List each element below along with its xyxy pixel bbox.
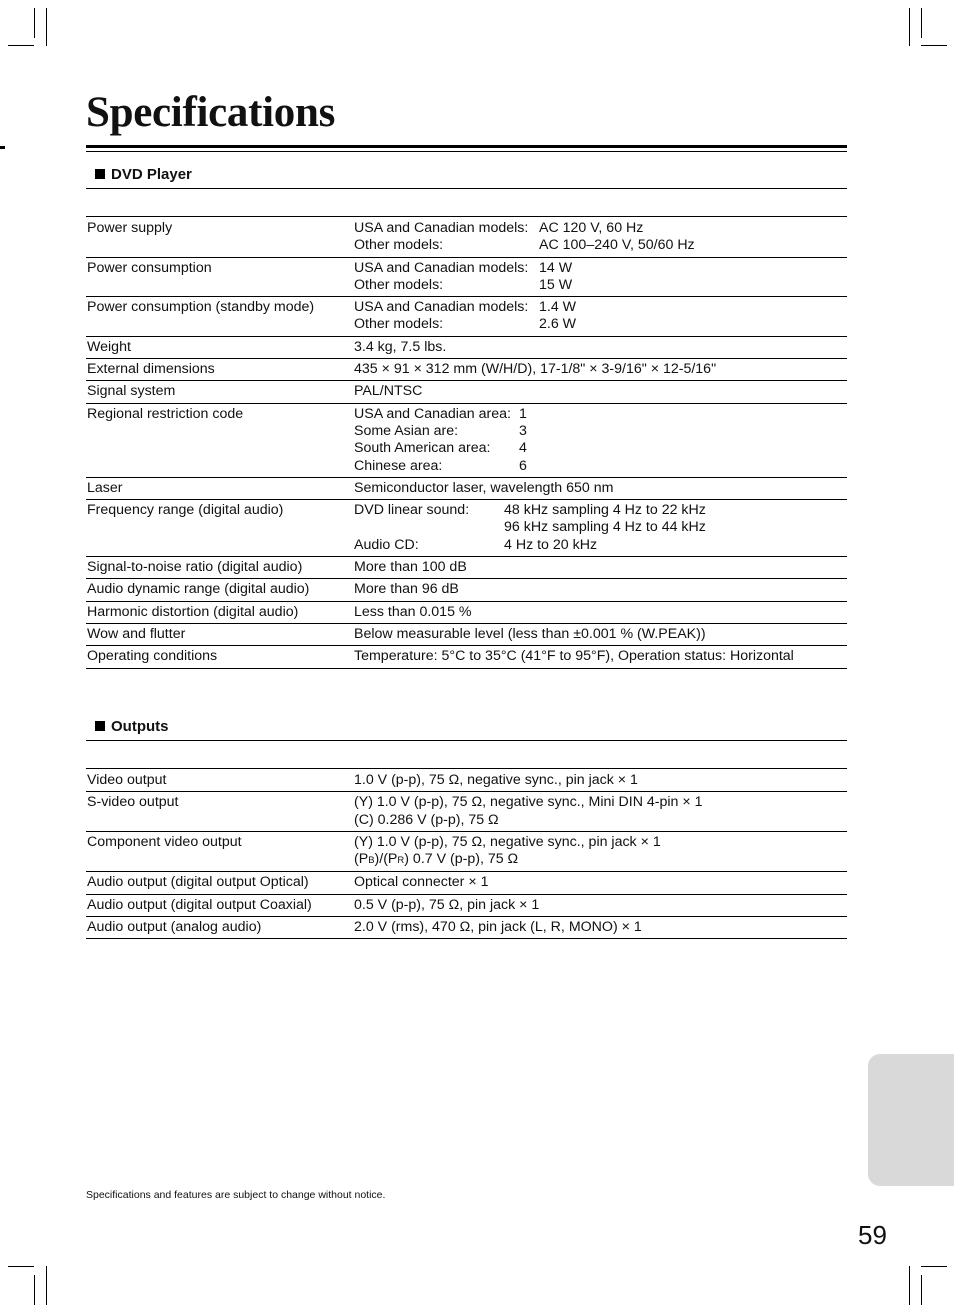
spec-value-line	[354, 316, 847, 333]
spec-value-label: Chinese area:	[354, 457, 443, 474]
spec-value-line	[354, 458, 847, 475]
crop-mark	[921, 45, 947, 46]
spec-value-amount: 1.4 W	[539, 299, 577, 316]
spec-row	[86, 579, 847, 601]
spec-value-amount: 2.6 W	[539, 316, 577, 333]
spec-value-label: USA and Canadian models:	[354, 259, 529, 276]
spec-value	[354, 579, 847, 601]
spec-row	[86, 831, 847, 872]
spec-value-amount: 1	[519, 405, 527, 422]
spec-value-label: USA and Canadian models:	[354, 299, 529, 316]
spec-value-line	[354, 519, 847, 536]
crop-mark	[46, 8, 47, 46]
spec-value-line	[354, 299, 847, 316]
page-number: 59	[858, 1220, 887, 1250]
spec-name: Regional restriction code	[86, 403, 354, 477]
spec-value-label: Other models:	[354, 276, 444, 293]
spec-value-line: 0.5 V (p-p), 75 Ω, pin jack × 1	[354, 896, 540, 913]
spec-value-label: USA and Canadian models:	[354, 220, 529, 236]
spec-value-line	[354, 406, 847, 423]
spec-name: Harmonic distortion (digital audio)	[86, 601, 354, 623]
spec-row	[86, 894, 847, 916]
spec-value	[354, 381, 847, 403]
spec-name: Power consumption (standby mode)	[86, 297, 354, 337]
spec-value-line	[354, 440, 847, 457]
spec-value	[354, 792, 847, 832]
spec-value-line	[354, 851, 847, 869]
spec-name: Power supply	[86, 217, 354, 258]
spec-name: Audio output (digital output Optical)	[86, 872, 354, 894]
spec-value-line: (C) 0.286 V (p-p), 75 Ω	[354, 811, 499, 828]
spec-value-line: More than 96 dB	[354, 581, 459, 598]
spec-name: S-video output	[86, 792, 354, 832]
spec-value-line: Less than 0.015 %	[354, 603, 472, 620]
spec-value	[354, 623, 847, 645]
spec-value-label: Some Asian are:	[354, 422, 459, 439]
crop-mark	[34, 8, 35, 38]
spec-value	[354, 646, 847, 668]
component-signal-text: )/(P	[374, 851, 398, 868]
spec-row	[86, 769, 847, 792]
spec-value-line: More than 100 dB	[354, 559, 467, 576]
spec-value	[354, 477, 847, 499]
spec-value	[354, 917, 847, 939]
spec-name: Frequency range (digital audio)	[86, 500, 354, 557]
spec-row	[86, 646, 847, 668]
spec-value-line	[354, 237, 847, 254]
spec-name: Audio output (analog audio)	[86, 917, 354, 939]
spec-value-line: Temperature: 5°C to 35°C (41°F to 95°F), Operation status: Horizontal	[354, 648, 794, 665]
spec-value-line	[354, 537, 847, 554]
title-rule-thin	[86, 151, 847, 152]
spec-name: Laser	[86, 477, 354, 499]
section-heading-dvd-player	[86, 166, 847, 189]
spec-value	[354, 831, 847, 872]
title-rule-thick	[86, 145, 847, 148]
bullet-square-icon	[95, 169, 105, 179]
spec-row	[86, 557, 847, 579]
component-signal-text: (P	[354, 851, 369, 868]
crop-mark	[921, 8, 922, 38]
spec-value	[354, 297, 847, 337]
spec-row	[86, 792, 847, 832]
spec-value-line: Semiconductor laser, wavelength 650 nm	[354, 479, 614, 496]
spec-value-line	[354, 423, 847, 440]
spec-value-amount: 4 Hz to 20 kHz	[504, 536, 598, 553]
spec-name: Power consumption	[86, 257, 354, 297]
crop-mark	[921, 1266, 947, 1267]
spec-name: Wow and flutter	[86, 623, 354, 645]
spec-row	[86, 477, 847, 499]
margin-tick	[0, 146, 5, 149]
section-heading-label: Outputs	[111, 718, 169, 735]
crop-mark	[909, 1266, 910, 1305]
spec-value	[354, 557, 847, 579]
spec-value-line: PAL/NTSC	[354, 383, 423, 400]
spec-table-outputs	[86, 768, 847, 939]
footnote: Specifications and features are subject to change without notice.	[86, 1189, 386, 1201]
spec-value-line: (Y) 1.0 V (p-p), 75 Ω, negative sync., pin jack × 1	[354, 833, 661, 850]
spec-value-line: 1.0 V (p-p), 75 Ω, negative sync., pin jack × 1	[354, 772, 638, 788]
spec-value-line	[354, 220, 847, 237]
spec-row	[86, 359, 847, 381]
crop-mark	[34, 1275, 35, 1305]
spec-value-amount: 6	[519, 457, 527, 474]
spec-value-label: Other models:	[354, 316, 444, 333]
spec-value	[354, 894, 847, 916]
section-heading-outputs	[86, 718, 847, 741]
spec-name: Audio output (digital output Coaxial)	[86, 894, 354, 916]
crop-mark	[921, 1275, 922, 1305]
spec-name: Operating conditions	[86, 646, 354, 668]
spec-row	[86, 297, 847, 337]
spec-row	[86, 872, 847, 894]
spec-value-line: 435 × 91 × 312 mm (W/H/D), 17-1/8" × 3-9/16" × 12-5/16"	[354, 361, 717, 378]
bullet-square-icon	[95, 721, 105, 731]
spec-row	[86, 601, 847, 623]
spec-row	[86, 257, 847, 297]
spec-name: External dimensions	[86, 359, 354, 381]
spec-row	[86, 500, 847, 557]
spec-value-amount: AC 100–240 V, 50/60 Hz	[539, 237, 695, 254]
spec-value-line: 2.0 V (rms), 470 Ω, pin jack (L, R, MONO) × 1	[354, 919, 642, 936]
spec-value-line: Optical connecter × 1	[354, 874, 489, 891]
crop-mark	[46, 1266, 47, 1305]
spec-value-amount: 14 W	[539, 259, 573, 276]
spec-row	[86, 381, 847, 403]
spec-value-label: USA and Canadian area:	[354, 405, 511, 422]
spec-row	[86, 623, 847, 645]
spec-value-line	[354, 260, 847, 277]
spec-name: Video output	[86, 769, 354, 792]
spec-value-amount: 4	[519, 440, 527, 457]
spec-value-amount: 48 kHz sampling 4 Hz to 22 kHz	[504, 502, 706, 519]
spec-value	[354, 257, 847, 297]
spec-row	[86, 403, 847, 477]
spec-name: Signal-to-noise ratio (digital audio)	[86, 557, 354, 579]
spec-value-label: South American area:	[354, 440, 491, 457]
spec-value-amount: AC 120 V, 60 Hz	[539, 220, 644, 236]
spec-value	[354, 359, 847, 381]
spec-row	[86, 917, 847, 939]
spec-name: Component video output	[86, 831, 354, 872]
spec-name: Signal system	[86, 381, 354, 403]
spec-value-amount: 3	[519, 422, 527, 439]
spec-value-label: DVD linear sound:	[354, 502, 470, 519]
spec-value	[354, 403, 847, 477]
spec-row	[86, 217, 847, 258]
section-heading-label: DVD Player	[111, 166, 192, 183]
thumb-index-tab	[868, 1054, 954, 1186]
spec-value-amount: 15 W	[539, 276, 573, 293]
spec-value-label: Other models:	[354, 237, 444, 254]
component-signal-text: ) 0.7 V (p-p), 75 Ω	[404, 851, 519, 868]
spec-value-line: 3.4 kg, 7.5 lbs.	[354, 338, 447, 355]
spec-value-line	[354, 502, 847, 519]
spec-value	[354, 769, 847, 792]
spec-value-line: Below measurable level (less than ±0.001 % (W.PEAK))	[354, 625, 706, 642]
crop-mark	[8, 1266, 34, 1267]
spec-table-dvd-player	[86, 216, 847, 669]
component-signal-text: R	[397, 855, 405, 867]
crop-mark	[8, 45, 34, 46]
spec-value	[354, 500, 847, 557]
spec-value-label: Audio CD:	[354, 536, 419, 553]
crop-mark	[909, 8, 910, 46]
page-title: Specifications	[86, 89, 336, 136]
component-signal-text: B	[368, 855, 375, 867]
spec-value	[354, 601, 847, 623]
spec-value	[354, 872, 847, 894]
spec-name: Audio dynamic range (digital audio)	[86, 579, 354, 601]
spec-name: Weight	[86, 336, 354, 358]
spec-value-line: (Y) 1.0 V (p-p), 75 Ω, negative sync., Mini DIN 4-pin × 1	[354, 794, 703, 811]
spec-value-amount: 96 kHz sampling 4 Hz to 44 kHz	[504, 519, 706, 536]
spec-value	[354, 336, 847, 358]
spec-value-line	[354, 277, 847, 294]
spec-value	[354, 217, 847, 258]
spec-row	[86, 336, 847, 358]
